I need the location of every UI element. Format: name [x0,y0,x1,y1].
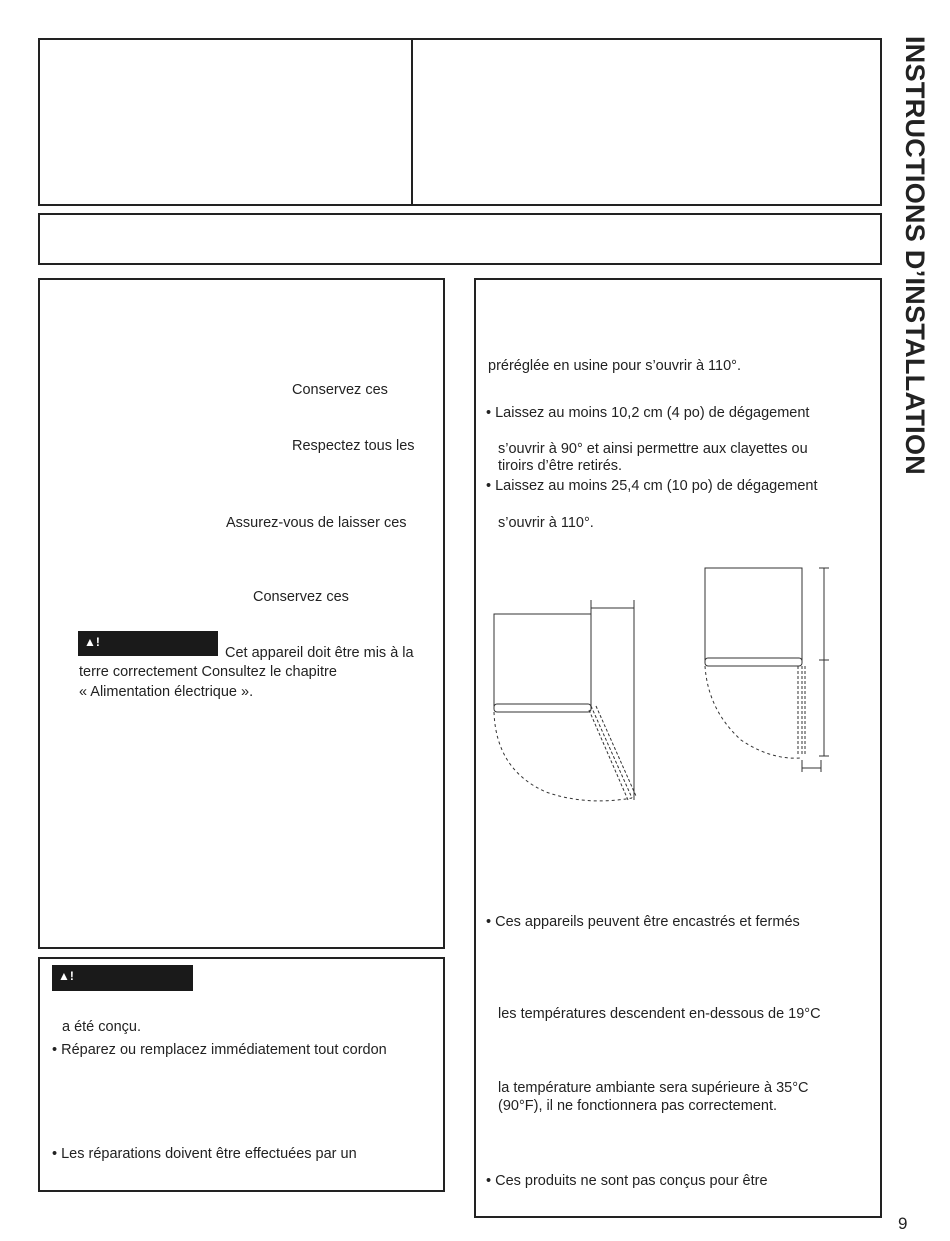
door-clearance-diagram [486,560,866,810]
text-reparez: • Réparez ou remplacez immédiatement tout cordon [52,1042,387,1058]
text-bullet-1-line-2: s’ouvrir à 90° et ainsi permettre aux clayettes ou [498,441,808,457]
header-banner-box [38,213,882,265]
page-number: 9 [898,1214,908,1233]
side-title [888,36,944,566]
warning-badge-cord [52,965,193,991]
text-assurez: Assurez-vous de laisser ces [226,515,407,531]
header-right-box [411,38,882,206]
text-ground-2: terre correctement Consultez le chapitre [79,664,337,680]
safety-panel [38,278,445,949]
warning-icon: ▲! [84,635,100,649]
text-temp-low: les températures descendent en-dessous de 19°C [498,1006,821,1022]
text-bullet-1: • Laissez au moins 10,2 cm (4 po) de dégagement [486,405,810,421]
unit-right-diagram [705,568,829,772]
warning-badge [78,631,218,656]
text-conservez-1: Conservez ces [292,382,388,398]
text-ground-3: « Alimentation électrique ». [79,684,254,700]
unit-left-diagram [494,600,636,801]
warning-icon-cord: ▲! [58,969,74,983]
text-bullet-1-line-3: tiroirs d’être retirés. [498,458,623,474]
side-title-text: INSTRUCTIONS D’INSTALLATION [900,36,930,476]
text-bullet-4: • Ces produits ne sont pas conçus pour être [486,1173,768,1189]
text-bullet-2-line-2: s’ouvrir à 110°. [498,515,594,531]
text-preglee: préréglée en usine pour s’ouvrir à 110°. [488,358,741,374]
text-respectez: Respectez tous les [292,438,415,454]
cord-panel [38,957,445,1192]
header-left-box [38,38,414,206]
text-ground-1: Cet appareil doit être mis à la [225,645,414,661]
text-concu: a été conçu. [62,1019,141,1035]
text-conservez-2: Conservez ces [253,589,349,605]
text-reparations: • Les réparations doivent être effectuées par un [52,1146,357,1162]
text-temp-high-2: (90°F), il ne fonctionnera pas correctement. [498,1098,778,1114]
text-temp-high-1: la température ambiante sera supérieure à 35°C [498,1080,809,1096]
text-bullet-3: • Ces appareils peuvent être encastrés et fermés [486,914,800,930]
text-bullet-2: • Laissez au moins 25,4 cm (10 po) de dégagement [486,478,818,494]
